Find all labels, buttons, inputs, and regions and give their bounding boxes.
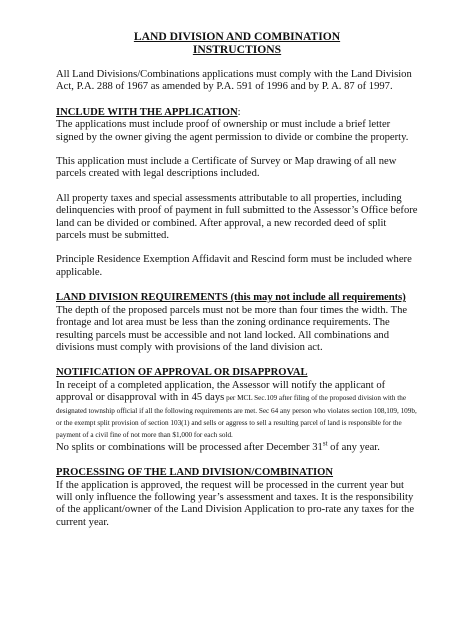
- include-paragraph-survey: This application must include a Certificate of Survey or Map drawing of all new parcels created with legal descriptions included.: [56, 156, 397, 180]
- requirements-heading: LAND DIVISION REQUIREMENTS (this may not include all requirements): [56, 292, 406, 304]
- include-heading: INCLUDE WITH THE APPLICATION: [56, 106, 238, 118]
- notification-paragraph: [56, 380, 418, 442]
- include-paragraph-taxes: All property taxes and special assessments attributable to all properties, including delinquencies with proof of payment in full submitted to the Assessor’s Office before land can be divided or combined. After approval, a new recorded deed of split parcels must be submitted.: [56, 192, 418, 242]
- section-requirements: [56, 292, 418, 354]
- section-notification: [56, 367, 418, 454]
- title-line-1: LAND DIVISION AND COMBINATION: [133, 30, 341, 43]
- deadline-superscript: st: [322, 439, 328, 448]
- include-heading-colon: :: [237, 106, 241, 118]
- notification-main-text: In receipt of a completed application, the Assessor will notify the applicant of approval or disapproval with in 45 days: [56, 379, 386, 404]
- processing-paragraph: If the application is approved, the request will be processed in the current year but will only influence the following year’s assessment and taxes. It is the responsibility of the applicant/owner of the Land Division Application to pro-rate any taxes for the current year.: [56, 479, 415, 528]
- section-processing: [56, 467, 418, 529]
- processing-heading: PROCESSING OF THE LAND DIVISION/COMBINATION: [56, 467, 334, 479]
- notification-fine-print: per MCL Sec.109 after filing of the proposed division with the designated township official if all the following requirements are met. Sec 64 any person who violates section 108,109, 109b, or the exempt split provision of section 103(1) and sells or aggress to sell a resulting parcel of land is responsible for the payment of a civil fine of not more than $1,000 for each sold.: [56, 394, 417, 440]
- include-paragraph-exemption: Principle Residence Exemption Affidavit and Rescind form must be included where applicable.: [56, 254, 412, 278]
- notification-heading: NOTIFICATION OF APPROVAL OR DISAPPROVAL: [56, 367, 308, 379]
- intro-paragraph: All Land Divisions/Combinations applications must comply with the Land Division Act, P.A. 288 of 1967 as amended by P.A. 591 of 1996 and by P. A. 87 of 1997.: [56, 69, 412, 93]
- document-body: [56, 30, 418, 529]
- requirements-paragraph: The depth of the proposed parcels must not be more than four times the width. The frontage and lot area must be less than the zoning ordinance requirements. The resulting parcels must be accessible and not land locked. All combinations and divisions must comply with provisions of the land division act.: [56, 304, 408, 353]
- deadline-text: No splits or combinations will be processed after December 31: [56, 441, 323, 453]
- include-paragraph-ownership: The applications must include proof of ownership or must include a brief letter signed by the owner giving the agent permission to divide or combine the property.: [56, 119, 409, 143]
- notification-deadline: [56, 439, 418, 454]
- document-title: [56, 30, 418, 56]
- deadline-end: of any year.: [327, 441, 380, 453]
- title-line-2: INSTRUCTIONS: [192, 43, 282, 56]
- section-include: [56, 107, 418, 279]
